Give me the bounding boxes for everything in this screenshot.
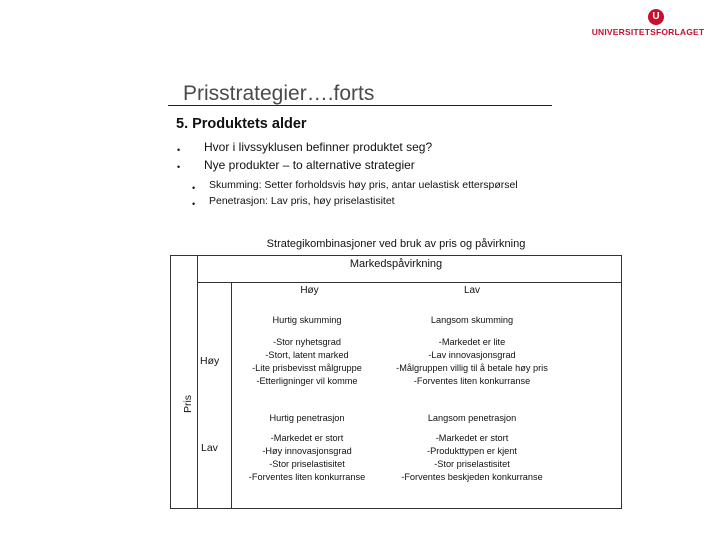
bullet-icon: • [177, 162, 181, 172]
bullet-icon: • [177, 145, 181, 155]
logo-wordmark: UNIVERSITETSFORLAGET [591, 27, 705, 37]
cell-title: Hurtig penetrasjon [269, 413, 345, 423]
cell-line: -Lite prisbevisst målgruppe [252, 363, 362, 373]
cell-langsom-penetrasjon [384, 412, 560, 484]
grid-line [197, 255, 198, 509]
cell-line: -Etterligninger vil komme [256, 376, 358, 386]
cell-hurtig-skumming [232, 314, 382, 388]
cell-langsom-skumming [384, 314, 560, 388]
cell-title: Hurtig skumming [272, 315, 342, 325]
column-header-lav: Lav [463, 285, 481, 296]
cell-line: -Markedet er stort [435, 433, 509, 443]
cell-title: Langsom skumming [430, 315, 514, 325]
cell-line: -Stort, latent marked [265, 350, 349, 360]
grid-line [197, 282, 622, 283]
sub-bullet-item: Penetrasjon: Lav pris, høy priselastisitet [209, 195, 395, 207]
column-header-hoy: Høy [300, 285, 319, 296]
cell-line: -Markedet er lite [438, 337, 506, 347]
cell-line: -Forventes beskjeden konkurranse [401, 472, 543, 482]
publisher-logo [586, 8, 710, 40]
cell-hurtig-penetrasjon [232, 412, 382, 484]
cell-line: -Lav innovasjonsgrad [428, 350, 516, 360]
sub-bullet-item: Skumming: Setter forholdsvis høy pris, antar uelastisk etterspørsel [209, 179, 518, 191]
slide-subtitle: 5. Produktets alder [176, 116, 307, 132]
cell-title: Langsom penetrasjon [427, 413, 517, 423]
cell-line: -Høy innovasjonsgrad [262, 446, 352, 456]
row-header-lav: Lav [201, 442, 218, 454]
logo-emblem-icon: U [648, 9, 664, 25]
bullet-icon: • [192, 183, 196, 193]
slide-title: Prisstrategier….forts [183, 82, 375, 105]
row-axis-label: Pris [182, 394, 194, 414]
title-underline [168, 105, 552, 106]
cell-line: -Forventes liten konkurranse [413, 376, 531, 386]
bullet-item: Hvor i livssyklusen befinner produktet seg? [204, 140, 433, 154]
cell-line: -Forventes liten konkurranse [248, 472, 366, 482]
bullet-icon: • [192, 199, 196, 209]
bullet-item: Nye produkter – to alternative strategier [204, 158, 415, 172]
cell-line: -Markedet er stort [270, 433, 344, 443]
column-axis-label: Markedspåvirkning [349, 258, 443, 270]
cell-line: -Produkttypen er kjent [427, 446, 517, 456]
cell-line: -Stor priselastisitet [434, 459, 510, 469]
cell-line: -Målgruppen villig til å betale høy pris [396, 363, 548, 373]
matrix-caption: Strategikombinasjoner ved bruk av pris og påvirkning [266, 238, 526, 250]
cell-line: -Stor priselastisitet [269, 459, 345, 469]
row-header-hoy: Høy [200, 355, 220, 367]
cell-line: -Stor nyhetsgrad [273, 337, 341, 347]
